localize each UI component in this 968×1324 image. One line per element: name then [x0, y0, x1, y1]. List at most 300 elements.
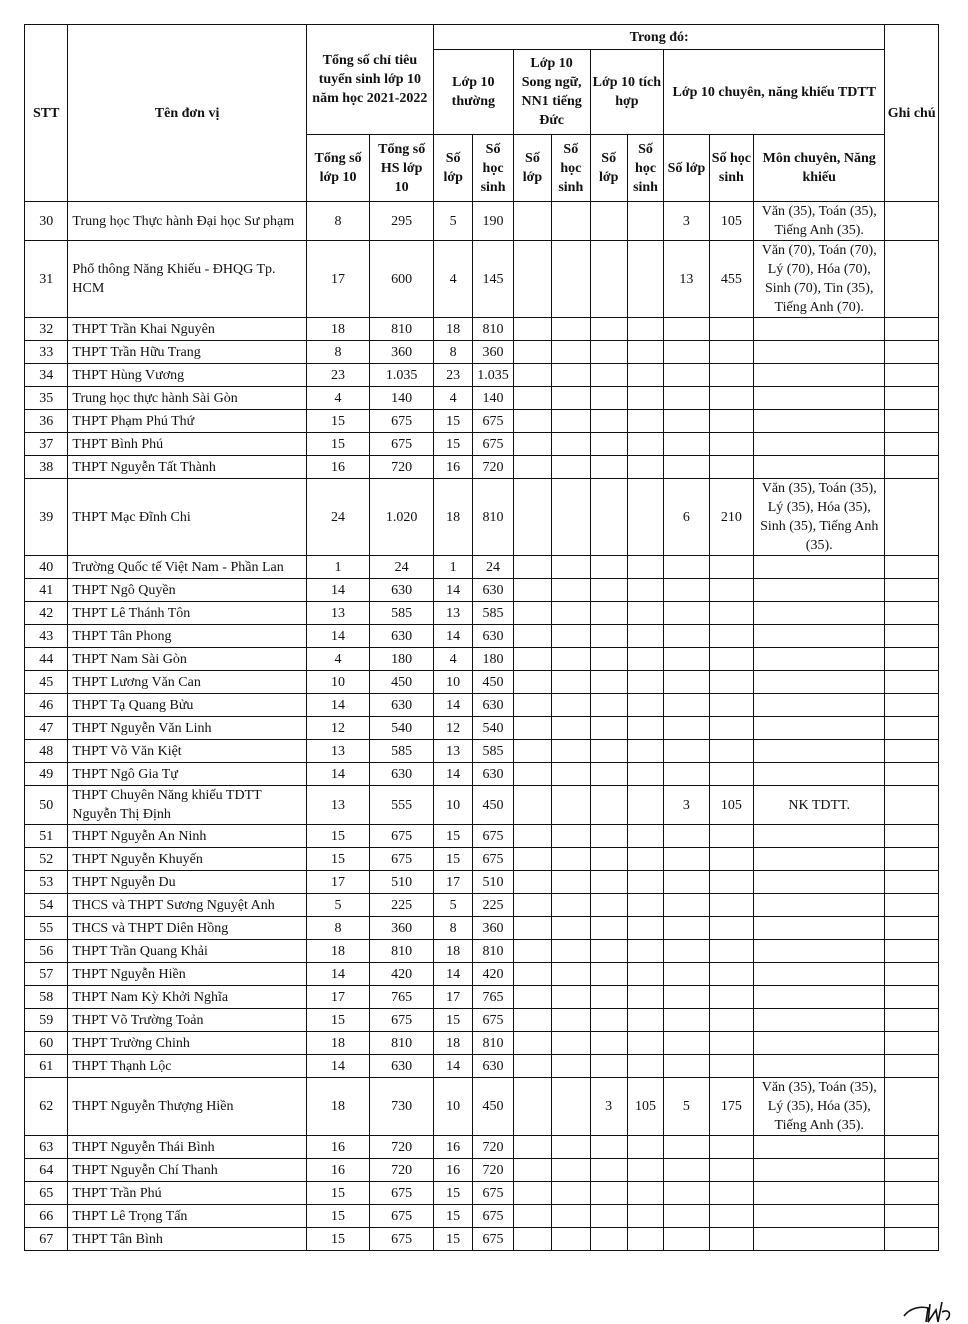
row-thuong-so-lop: 16 — [433, 1136, 472, 1159]
row-tong-so-hs: 450 — [370, 671, 434, 694]
row-thuong-so-lop: 16 — [433, 1159, 472, 1182]
row-thuong-so-hs: 810 — [473, 940, 513, 963]
row-chuyen-so-hs — [709, 1182, 753, 1205]
row-song-ngu-so-hs — [552, 479, 590, 556]
row-song-ngu-so-lop — [513, 479, 551, 556]
header-song-ngu-so-lop: Số lớp — [513, 135, 551, 202]
row-thuong-so-hs: 420 — [473, 963, 513, 986]
row-mon-chuyen — [754, 1228, 885, 1251]
row-stt: 39 — [25, 479, 68, 556]
row-tong-so-hs: 720 — [370, 456, 434, 479]
row-tich-hop-so-hs — [627, 1228, 663, 1251]
row-tong-so-hs: 675 — [370, 1182, 434, 1205]
row-song-ngu-so-hs — [552, 671, 590, 694]
row-ghi-chu — [885, 1205, 939, 1228]
row-chuyen-so-lop — [664, 364, 709, 387]
row-name: THPT Nguyễn Khuyến — [68, 848, 306, 871]
row-chuyen-so-hs — [709, 1205, 753, 1228]
row-stt: 56 — [25, 940, 68, 963]
row-tong-so-lop: 18 — [306, 1032, 370, 1055]
header-song-ngu-so-hs: Số học sinh — [552, 135, 590, 202]
row-song-ngu-so-lop — [513, 894, 551, 917]
row-tong-so-lop: 14 — [306, 694, 370, 717]
row-mon-chuyen — [754, 410, 885, 433]
row-tich-hop-so-hs — [627, 1055, 663, 1078]
row-thuong-so-hs: 190 — [473, 202, 513, 241]
table-row — [25, 1182, 939, 1205]
row-tich-hop-so-hs — [627, 648, 663, 671]
row-song-ngu-so-lop — [513, 671, 551, 694]
row-stt: 49 — [25, 763, 68, 786]
row-chuyen-so-hs — [709, 825, 753, 848]
row-tich-hop-so-lop — [590, 740, 627, 763]
row-thuong-so-lop: 10 — [433, 786, 472, 825]
row-stt: 40 — [25, 556, 68, 579]
row-tich-hop-so-lop — [590, 364, 627, 387]
row-thuong-so-hs: 630 — [473, 625, 513, 648]
row-chuyen-so-hs — [709, 871, 753, 894]
row-chuyen-so-hs: 175 — [709, 1078, 753, 1136]
row-tong-so-lop: 17 — [306, 241, 370, 318]
row-chuyen-so-lop: 3 — [664, 786, 709, 825]
table-row — [25, 786, 939, 825]
table-row — [25, 671, 939, 694]
row-tong-so-lop: 4 — [306, 648, 370, 671]
row-ghi-chu — [885, 556, 939, 579]
row-chuyen-so-lop — [664, 556, 709, 579]
row-chuyen-so-lop — [664, 871, 709, 894]
row-stt: 33 — [25, 341, 68, 364]
row-song-ngu-so-hs — [552, 986, 590, 1009]
table-row — [25, 579, 939, 602]
row-thuong-so-lop: 5 — [433, 202, 472, 241]
row-tong-so-lop: 8 — [306, 202, 370, 241]
row-song-ngu-so-hs — [552, 917, 590, 940]
row-ghi-chu — [885, 318, 939, 341]
header-tich-hop-so-hs: Số học sinh — [627, 135, 663, 202]
row-ghi-chu — [885, 1228, 939, 1251]
row-mon-chuyen — [754, 625, 885, 648]
row-name: THPT Tạ Quang Bửu — [68, 694, 306, 717]
row-name: THPT Nam Sài Gòn — [68, 648, 306, 671]
row-chuyen-so-lop — [664, 671, 709, 694]
row-chuyen-so-lop — [664, 1136, 709, 1159]
row-ghi-chu — [885, 894, 939, 917]
row-chuyen-so-lop: 6 — [664, 479, 709, 556]
row-mon-chuyen — [754, 1009, 885, 1032]
row-chuyen-so-lop — [664, 341, 709, 364]
header-chuyen-so-lop: Số lớp — [664, 135, 709, 202]
row-stt: 41 — [25, 579, 68, 602]
row-chuyen-so-lop — [664, 917, 709, 940]
row-stt: 43 — [25, 625, 68, 648]
row-thuong-so-hs: 225 — [473, 894, 513, 917]
row-tong-so-hs: 630 — [370, 1055, 434, 1078]
row-tong-so-lop: 14 — [306, 625, 370, 648]
row-tong-so-hs: 360 — [370, 341, 434, 364]
row-ghi-chu — [885, 410, 939, 433]
row-song-ngu-so-hs — [552, 579, 590, 602]
row-song-ngu-so-hs — [552, 387, 590, 410]
row-thuong-so-lop: 18 — [433, 1032, 472, 1055]
row-ghi-chu — [885, 1182, 939, 1205]
row-name: THPT Trần Hữu Trang — [68, 341, 306, 364]
row-chuyen-so-lop — [664, 1032, 709, 1055]
table-row — [25, 986, 939, 1009]
row-tich-hop-so-lop — [590, 556, 627, 579]
header-lop10-thuong: Lớp 10 thường — [433, 50, 513, 135]
row-tong-so-hs: 810 — [370, 940, 434, 963]
row-name: THPT Trần Khai Nguyên — [68, 318, 306, 341]
row-tong-so-lop: 15 — [306, 1182, 370, 1205]
row-song-ngu-so-hs — [552, 602, 590, 625]
row-ghi-chu — [885, 786, 939, 825]
table-row — [25, 940, 939, 963]
row-thuong-so-hs: 675 — [473, 1182, 513, 1205]
row-song-ngu-so-hs — [552, 433, 590, 456]
row-stt: 61 — [25, 1055, 68, 1078]
row-thuong-so-lop: 18 — [433, 479, 472, 556]
admission-quota-table — [24, 24, 939, 1251]
row-stt: 58 — [25, 986, 68, 1009]
row-name: Trường Quốc tế Việt Nam - Phần Lan — [68, 556, 306, 579]
row-tong-so-lop: 14 — [306, 1055, 370, 1078]
row-chuyen-so-hs — [709, 456, 753, 479]
row-tich-hop-so-lop — [590, 940, 627, 963]
row-thuong-so-hs: 720 — [473, 1159, 513, 1182]
row-tong-so-lop: 13 — [306, 740, 370, 763]
row-chuyen-so-lop — [664, 1228, 709, 1251]
row-song-ngu-so-lop — [513, 1009, 551, 1032]
row-name: THPT Trường Chinh — [68, 1032, 306, 1055]
row-name: THPT Mạc Đĩnh Chi — [68, 479, 306, 556]
row-song-ngu-so-hs — [552, 318, 590, 341]
row-name: THPT Lương Văn Can — [68, 671, 306, 694]
row-stt: 65 — [25, 1182, 68, 1205]
row-song-ngu-so-lop — [513, 940, 551, 963]
header-stt: STT — [25, 25, 68, 202]
row-tong-so-hs: 675 — [370, 1228, 434, 1251]
row-tong-so-hs: 24 — [370, 556, 434, 579]
row-name: THPT Ngô Quyền — [68, 579, 306, 602]
row-thuong-so-hs: 630 — [473, 763, 513, 786]
row-song-ngu-so-hs — [552, 763, 590, 786]
row-thuong-so-hs: 675 — [473, 848, 513, 871]
row-mon-chuyen — [754, 433, 885, 456]
row-tich-hop-so-lop — [590, 202, 627, 241]
table-row — [25, 410, 939, 433]
row-song-ngu-so-hs — [552, 848, 590, 871]
row-chuyen-so-lop — [664, 579, 709, 602]
row-thuong-so-hs: 360 — [473, 917, 513, 940]
header-thuong-so-lop: Số lớp — [433, 135, 472, 202]
row-tich-hop-so-hs — [627, 479, 663, 556]
row-tich-hop-so-lop — [590, 694, 627, 717]
row-song-ngu-so-hs — [552, 1009, 590, 1032]
row-tich-hop-so-hs — [627, 940, 663, 963]
header-tong-chi-tieu: Tổng số chỉ tiêu tuyển sinh lớp 10 năm học 2021-2022 — [306, 25, 433, 135]
header-mon-chuyen: Môn chuyên, Năng khiếu — [754, 135, 885, 202]
row-ghi-chu — [885, 671, 939, 694]
row-chuyen-so-lop — [664, 717, 709, 740]
table-row — [25, 387, 939, 410]
row-stt: 52 — [25, 848, 68, 871]
row-song-ngu-so-lop — [513, 986, 551, 1009]
row-ghi-chu — [885, 479, 939, 556]
row-mon-chuyen — [754, 648, 885, 671]
row-tich-hop-so-hs — [627, 694, 663, 717]
row-tich-hop-so-hs — [627, 579, 663, 602]
row-tong-so-hs: 675 — [370, 410, 434, 433]
row-tich-hop-so-lop — [590, 848, 627, 871]
row-thuong-so-lop: 12 — [433, 717, 472, 740]
row-thuong-so-lop: 10 — [433, 1078, 472, 1136]
row-thuong-so-lop: 8 — [433, 917, 472, 940]
row-tong-so-hs: 630 — [370, 625, 434, 648]
row-thuong-so-lop: 18 — [433, 318, 472, 341]
row-mon-chuyen — [754, 579, 885, 602]
row-tich-hop-so-hs — [627, 1032, 663, 1055]
row-mon-chuyen — [754, 1032, 885, 1055]
row-song-ngu-so-lop — [513, 1055, 551, 1078]
row-tong-so-lop: 4 — [306, 387, 370, 410]
row-ghi-chu — [885, 917, 939, 940]
row-stt: 46 — [25, 694, 68, 717]
row-song-ngu-so-lop — [513, 1078, 551, 1136]
row-chuyen-so-hs — [709, 1055, 753, 1078]
row-chuyen-so-hs — [709, 364, 753, 387]
row-tong-so-lop: 15 — [306, 848, 370, 871]
row-mon-chuyen — [754, 694, 885, 717]
row-ghi-chu — [885, 241, 939, 318]
table-row — [25, 456, 939, 479]
row-song-ngu-so-lop — [513, 871, 551, 894]
row-song-ngu-so-lop — [513, 717, 551, 740]
row-tong-so-lop: 17 — [306, 986, 370, 1009]
row-stt: 53 — [25, 871, 68, 894]
row-mon-chuyen — [754, 1182, 885, 1205]
row-tong-so-hs: 630 — [370, 763, 434, 786]
row-chuyen-so-lop — [664, 410, 709, 433]
row-tich-hop-so-lop — [590, 625, 627, 648]
row-stt: 59 — [25, 1009, 68, 1032]
row-thuong-so-lop: 16 — [433, 456, 472, 479]
row-song-ngu-so-lop — [513, 364, 551, 387]
row-tong-so-hs: 810 — [370, 318, 434, 341]
table-row — [25, 364, 939, 387]
row-mon-chuyen — [754, 364, 885, 387]
row-mon-chuyen — [754, 1159, 885, 1182]
row-chuyen-so-lop — [664, 763, 709, 786]
row-tich-hop-so-hs — [627, 717, 663, 740]
row-thuong-so-lop: 15 — [433, 1182, 472, 1205]
row-song-ngu-so-lop — [513, 202, 551, 241]
row-stt: 44 — [25, 648, 68, 671]
header-tich-hop-so-lop: Số lớp — [590, 135, 627, 202]
row-tong-so-lop: 15 — [306, 825, 370, 848]
row-chuyen-so-lop — [664, 387, 709, 410]
row-chuyen-so-hs — [709, 671, 753, 694]
row-stt: 55 — [25, 917, 68, 940]
row-chuyen-so-hs: 210 — [709, 479, 753, 556]
row-tich-hop-so-lop — [590, 479, 627, 556]
row-chuyen-so-hs — [709, 848, 753, 871]
row-chuyen-so-lop — [664, 1159, 709, 1182]
row-ghi-chu — [885, 717, 939, 740]
row-thuong-so-hs: 540 — [473, 717, 513, 740]
row-thuong-so-hs: 630 — [473, 1055, 513, 1078]
row-tich-hop-so-hs — [627, 456, 663, 479]
row-name: THPT Nguyễn Du — [68, 871, 306, 894]
row-thuong-so-lop: 15 — [433, 410, 472, 433]
row-mon-chuyen — [754, 1136, 885, 1159]
row-stt: 54 — [25, 894, 68, 917]
table-row — [25, 917, 939, 940]
row-tong-so-lop: 12 — [306, 717, 370, 740]
row-thuong-so-lop: 1 — [433, 556, 472, 579]
row-chuyen-so-lop — [664, 940, 709, 963]
row-ghi-chu — [885, 1032, 939, 1055]
row-tich-hop-so-hs — [627, 387, 663, 410]
row-song-ngu-so-lop — [513, 917, 551, 940]
row-mon-chuyen — [754, 387, 885, 410]
row-tong-so-hs: 630 — [370, 694, 434, 717]
row-tong-so-lop: 15 — [306, 433, 370, 456]
row-tong-so-hs: 585 — [370, 740, 434, 763]
row-tong-so-hs: 140 — [370, 387, 434, 410]
row-name: THPT Nguyễn Thượng Hiền — [68, 1078, 306, 1136]
row-song-ngu-so-lop — [513, 786, 551, 825]
table-row — [25, 241, 939, 318]
row-tong-so-lop: 18 — [306, 1078, 370, 1136]
row-ghi-chu — [885, 433, 939, 456]
table-row — [25, 763, 939, 786]
row-thuong-so-hs: 360 — [473, 341, 513, 364]
row-tich-hop-so-lop — [590, 410, 627, 433]
row-tich-hop-so-lop — [590, 917, 627, 940]
row-tich-hop-so-hs — [627, 241, 663, 318]
row-thuong-so-lop: 14 — [433, 579, 472, 602]
table-row — [25, 602, 939, 625]
header-thuong-so-hs: Số học sinh — [473, 135, 513, 202]
row-tong-so-lop: 24 — [306, 479, 370, 556]
row-song-ngu-so-lop — [513, 241, 551, 318]
table-row — [25, 825, 939, 848]
row-tich-hop-so-hs — [627, 341, 663, 364]
table-row — [25, 648, 939, 671]
row-mon-chuyen — [754, 341, 885, 364]
table-row — [25, 871, 939, 894]
row-thuong-so-hs: 675 — [473, 1205, 513, 1228]
row-name: THPT Nguyễn Văn Linh — [68, 717, 306, 740]
row-name: THPT Bình Phú — [68, 433, 306, 456]
table-row — [25, 202, 939, 241]
row-chuyen-so-hs: 455 — [709, 241, 753, 318]
row-tong-so-lop: 18 — [306, 940, 370, 963]
header-chuyen-so-hs: Số học sinh — [709, 135, 753, 202]
row-thuong-so-hs: 1.035 — [473, 364, 513, 387]
row-ghi-chu — [885, 625, 939, 648]
row-tong-so-hs: 720 — [370, 1136, 434, 1159]
row-tich-hop-so-hs — [627, 1182, 663, 1205]
row-chuyen-so-lop: 13 — [664, 241, 709, 318]
row-tich-hop-so-lop — [590, 1159, 627, 1182]
row-tong-so-lop: 16 — [306, 456, 370, 479]
row-song-ngu-so-lop — [513, 433, 551, 456]
row-tong-so-lop: 8 — [306, 917, 370, 940]
row-stt: 38 — [25, 456, 68, 479]
row-mon-chuyen — [754, 940, 885, 963]
signature-initials — [902, 1298, 962, 1324]
row-chuyen-so-hs — [709, 1136, 753, 1159]
row-song-ngu-so-lop — [513, 1205, 551, 1228]
row-thuong-so-lop: 18 — [433, 940, 472, 963]
row-ghi-chu — [885, 456, 939, 479]
row-thuong-so-lop: 15 — [433, 825, 472, 848]
row-chuyen-so-hs — [709, 986, 753, 1009]
row-song-ngu-so-hs — [552, 341, 590, 364]
row-thuong-so-hs: 24 — [473, 556, 513, 579]
row-chuyen-so-lop — [664, 456, 709, 479]
row-ghi-chu — [885, 202, 939, 241]
row-song-ngu-so-lop — [513, 1032, 551, 1055]
row-tich-hop-so-lop — [590, 671, 627, 694]
row-tich-hop-so-lop — [590, 717, 627, 740]
row-thuong-so-hs: 810 — [473, 1032, 513, 1055]
row-tich-hop-so-lop — [590, 871, 627, 894]
row-tong-so-hs: 1.020 — [370, 479, 434, 556]
row-tich-hop-so-hs — [627, 763, 663, 786]
row-song-ngu-so-hs — [552, 241, 590, 318]
row-tich-hop-so-hs — [627, 556, 663, 579]
row-ghi-chu — [885, 825, 939, 848]
row-thuong-so-lop: 5 — [433, 894, 472, 917]
row-thuong-so-lop: 14 — [433, 694, 472, 717]
row-stt: 51 — [25, 825, 68, 848]
row-chuyen-so-lop — [664, 694, 709, 717]
row-mon-chuyen: Văn (70), Toán (70), Lý (70), Hóa (70), Sinh (70), Tin (35), Tiếng Anh (70). — [754, 241, 885, 318]
row-tich-hop-so-lop — [590, 986, 627, 1009]
table-row — [25, 1136, 939, 1159]
row-chuyen-so-lop — [664, 825, 709, 848]
row-thuong-so-hs: 675 — [473, 410, 513, 433]
table-row — [25, 1009, 939, 1032]
row-tong-so-hs: 675 — [370, 1205, 434, 1228]
row-stt: 34 — [25, 364, 68, 387]
table-row — [25, 1228, 939, 1251]
row-stt: 50 — [25, 786, 68, 825]
row-ghi-chu — [885, 963, 939, 986]
row-chuyen-so-hs — [709, 694, 753, 717]
row-chuyen-so-lop — [664, 963, 709, 986]
row-thuong-so-hs: 630 — [473, 694, 513, 717]
row-thuong-so-hs: 180 — [473, 648, 513, 671]
row-tong-so-hs: 600 — [370, 241, 434, 318]
row-mon-chuyen — [754, 717, 885, 740]
row-ghi-chu — [885, 1136, 939, 1159]
row-song-ngu-so-hs — [552, 894, 590, 917]
row-stt: 42 — [25, 602, 68, 625]
row-mon-chuyen — [754, 456, 885, 479]
row-tich-hop-so-hs — [627, 786, 663, 825]
row-chuyen-so-lop: 3 — [664, 202, 709, 241]
row-chuyen-so-hs — [709, 1009, 753, 1032]
row-name: THPT Lê Thánh Tôn — [68, 602, 306, 625]
row-tich-hop-so-lop — [590, 786, 627, 825]
row-tich-hop-so-lop — [590, 579, 627, 602]
row-song-ngu-so-hs — [552, 1032, 590, 1055]
row-thuong-so-hs: 675 — [473, 433, 513, 456]
